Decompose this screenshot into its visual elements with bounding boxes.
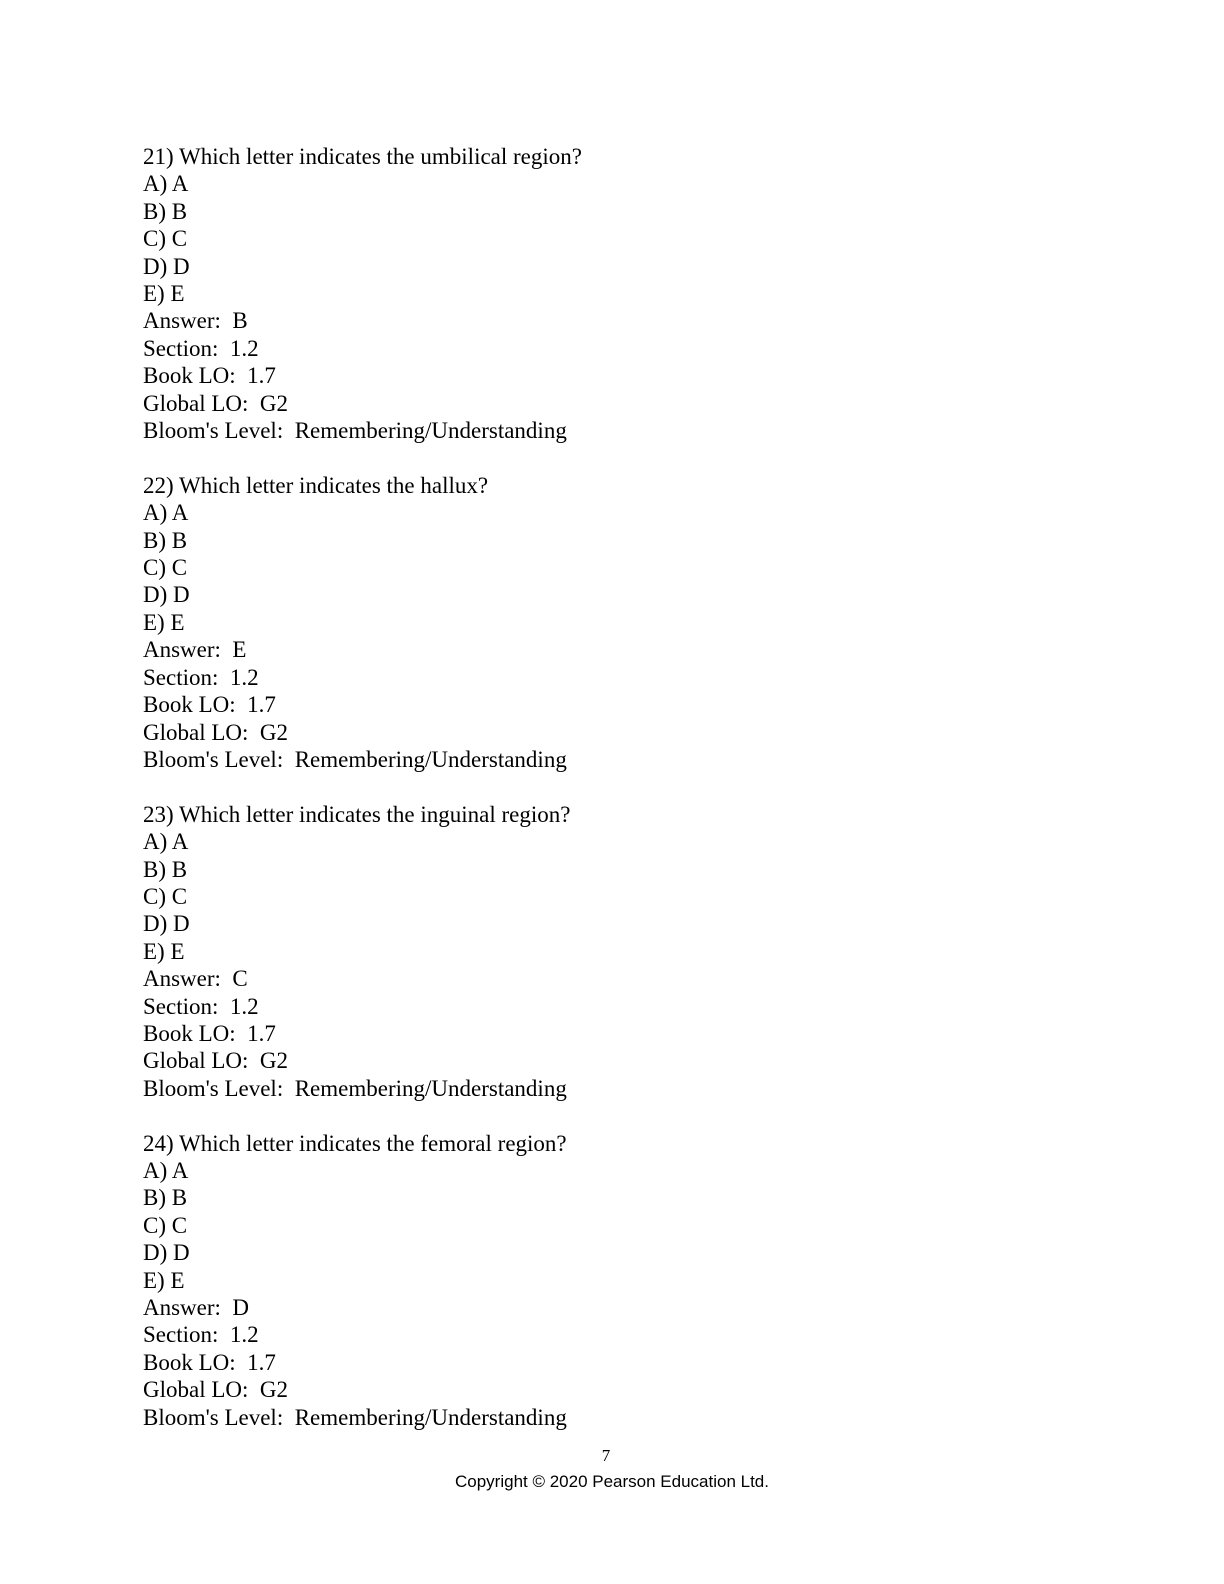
- book-lo-line: Book LO: 1.7: [143, 363, 276, 389]
- question-block: [143, 143, 1083, 444]
- section-line: Section: 1.2: [143, 993, 259, 1019]
- blooms-level-line: Bloom's Level: Remembering/Understanding: [143, 1404, 567, 1430]
- option-e: E) E: [143, 938, 185, 964]
- option-a: A) A: [143, 500, 189, 526]
- book-lo-line: Book LO: 1.7: [143, 1349, 276, 1375]
- section-line: Section: 1.2: [143, 1322, 259, 1348]
- question-prompt: 23) Which letter indicates the inguinal region?: [143, 801, 571, 827]
- global-lo-line: Global LO: G2: [143, 719, 289, 745]
- question-block: [143, 801, 1083, 1102]
- question-prompt: 24) Which letter indicates the femoral region?: [143, 1130, 567, 1156]
- question-prompt: 21) Which letter indicates the umbilical region?: [143, 144, 582, 169]
- option-a: A) A: [143, 829, 189, 855]
- option-c: C) C: [143, 1212, 188, 1238]
- option-b: B) B: [143, 198, 188, 224]
- page-number: 7: [601, 1446, 611, 1465]
- option-e: E) E: [143, 1267, 185, 1293]
- blooms-level-line: Bloom's Level: Remembering/Understanding: [143, 418, 567, 444]
- blooms-level-line: Bloom's Level: Remembering/Understanding: [143, 1075, 567, 1101]
- option-b: B) B: [143, 527, 188, 553]
- book-lo-line: Book LO: 1.7: [143, 692, 276, 718]
- question-block: [143, 1130, 1083, 1431]
- option-e: E) E: [143, 281, 185, 307]
- question-list: [143, 143, 1083, 1431]
- option-d: D) D: [143, 582, 190, 608]
- option-b: B) B: [143, 1185, 188, 1211]
- answer-line: Answer: D: [143, 1295, 250, 1321]
- section-line: Section: 1.2: [143, 664, 259, 690]
- question-prompt: 22) Which letter indicates the hallux?: [143, 472, 489, 498]
- global-lo-line: Global LO: G2: [143, 390, 289, 416]
- option-d: D) D: [143, 253, 190, 279]
- section-line: Section: 1.2: [143, 335, 259, 361]
- option-c: C) C: [143, 226, 188, 252]
- option-a: A) A: [143, 1157, 189, 1183]
- answer-line: Answer: B: [143, 308, 248, 334]
- option-c: C) C: [143, 555, 188, 581]
- option-b: B) B: [143, 856, 188, 882]
- answer-line: Answer: C: [143, 966, 248, 992]
- answer-line: Answer: E: [143, 637, 247, 663]
- book-lo-line: Book LO: 1.7: [143, 1020, 276, 1046]
- copyright-notice: Copyright © 2020 Pearson Education Ltd.: [454, 1472, 769, 1491]
- option-a: A) A: [143, 171, 189, 197]
- option-e: E) E: [143, 609, 185, 635]
- option-d: D) D: [143, 911, 190, 937]
- question-block: [143, 472, 1083, 773]
- option-c: C) C: [143, 883, 188, 909]
- global-lo-line: Global LO: G2: [143, 1377, 289, 1403]
- option-d: D) D: [143, 1240, 190, 1266]
- blooms-level-line: Bloom's Level: Remembering/Understanding: [143, 746, 567, 772]
- global-lo-line: Global LO: G2: [143, 1048, 289, 1074]
